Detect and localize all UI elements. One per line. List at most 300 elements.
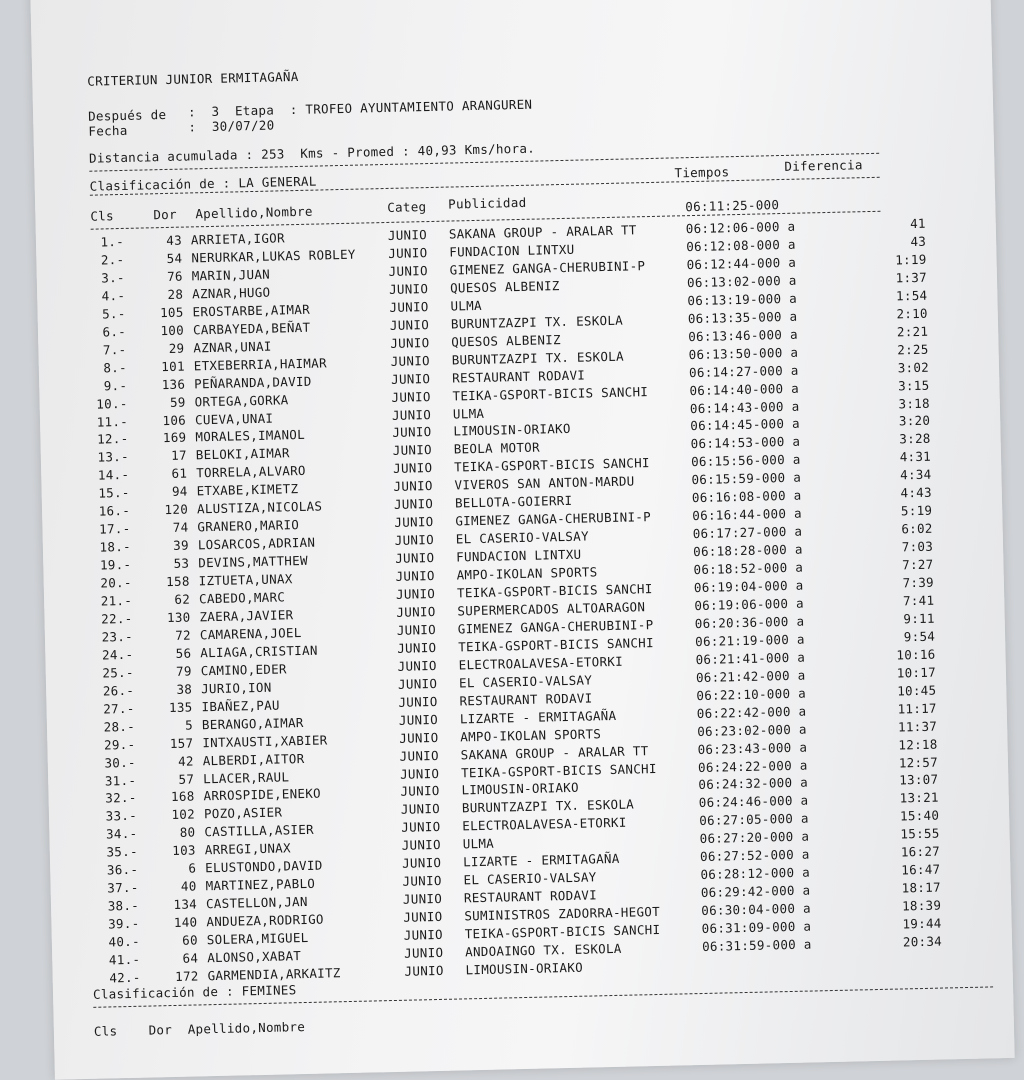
cell-position: 40.-: [108, 933, 141, 950]
col-dor: Dor: [153, 206, 178, 223]
col-tiempos: Tiempos: [674, 164, 730, 181]
cell-time: 06:21:41-000 a: [695, 649, 806, 667]
cell-difference: 20:34: [902, 933, 943, 950]
cell-time: 06:14:45-000 a: [690, 416, 800, 434]
cell-position: 33.-: [105, 808, 138, 824]
cell-dorsal: 60: [182, 932, 198, 948]
cell-position: 28.-: [103, 718, 136, 735]
cell-dorsal: 76: [166, 268, 183, 284]
cell-difference: 13:07: [899, 772, 939, 788]
cell-difference: 7:41: [902, 592, 935, 609]
cell-rider-name: JURIO,ION: [200, 679, 272, 697]
cell-dorsal: 80: [179, 824, 196, 841]
cell-time: 06:23:02-000 a: [697, 721, 807, 739]
cell-time: 06:22:10-000 a: [696, 685, 807, 703]
classification-femines: Clasificación de : FEMINES: [92, 982, 297, 1002]
cell-difference: 2:21: [896, 323, 929, 340]
cell-dorsal: 56: [175, 645, 192, 661]
cell-rider-name: GARMENDIA,ARKAITZ: [207, 965, 341, 984]
leader-time: 06:11:25-000: [685, 197, 780, 215]
cell-team: ULMA: [452, 405, 485, 422]
cell-position: 27.-: [103, 700, 135, 717]
cell-dorsal: 102: [171, 806, 196, 823]
cell-rider-name: ALUSTIZA,NICOLAS: [196, 498, 323, 517]
cell-category: JUNIO: [387, 227, 428, 243]
cell-position: 8.-: [103, 359, 127, 376]
cell-time: 06:24:22-000 a: [697, 757, 808, 775]
cell-dorsal: 28: [167, 286, 184, 302]
cell-dorsal: 120: [164, 501, 189, 518]
cell-position: 24.-: [101, 646, 134, 663]
cell-category: JUNIO: [401, 837, 442, 854]
classification-general: Clasificación de : LA GENERAL: [89, 173, 317, 194]
cell-position: 35.-: [106, 844, 138, 860]
cell-difference: 9:11: [903, 610, 935, 627]
cell-dorsal: 64: [182, 950, 199, 966]
cell-team: SUMINISTROS ZADORRA-HEGOT: [464, 904, 661, 924]
cell-team: RESTAURANT RODAVI: [451, 367, 586, 386]
cell-dorsal: 168: [170, 788, 195, 805]
cell-dorsal: 17: [171, 447, 187, 464]
col-publicidad: Publicidad: [448, 194, 527, 212]
cell-rider-name: ALIAGA,CRISTIAN: [200, 642, 318, 661]
cell-dorsal: 74: [172, 519, 189, 536]
cell-dorsal: 53: [173, 555, 190, 571]
cell-dorsal: 62: [174, 591, 191, 607]
cell-team: EL CASERIO-VALSAY: [458, 672, 593, 691]
cell-team: BURUNTZAZPI TX. ESKOLA: [461, 796, 635, 816]
despues-label: Después de: [87, 106, 167, 124]
cell-category: JUNIO: [393, 478, 433, 495]
cell-category: JUNIO: [393, 496, 434, 513]
col-diferencia: Diferencia: [784, 157, 863, 174]
cell-category: JUNIO: [403, 926, 444, 943]
cell-time: 06:28:12-000 a: [700, 864, 811, 883]
cell-time: 06:14:43-000 a: [689, 398, 800, 416]
cell-dorsal: 5: [184, 717, 194, 733]
cell-position: 26.-: [102, 682, 135, 699]
cell-time: 06:30:04-000 a: [701, 900, 811, 919]
cell-time: 06:21:19-000 a: [695, 631, 805, 649]
stage-line: : 3 Etapa : TROFEO AYUNTAMIENTO ARANGUREN: [187, 96, 533, 120]
cell-position: 37.-: [107, 879, 139, 896]
cell-rider-name: MARIN,JUAN: [191, 266, 271, 284]
cell-position: 32.-: [105, 790, 137, 806]
cell-time: 06:27:05-000 a: [699, 810, 809, 829]
cell-time: 06:13:02-000 a: [686, 272, 797, 291]
cell-rider-name: ETXABE,KIMETZ: [196, 481, 299, 499]
cell-team: ULMA: [450, 297, 482, 314]
cell-position: 5.-: [101, 305, 126, 322]
cell-team: SAKANA GROUP - ARALAR TT: [460, 742, 649, 762]
cell-rider-name: CASTELLON,JAN: [205, 894, 308, 912]
cell-time: 06:16:44-000 a: [692, 505, 803, 524]
cell-dorsal: 94: [171, 483, 188, 500]
cell-position: 41.-: [108, 951, 141, 968]
cell-rider-name: PEÑARANDA,DAVID: [194, 373, 312, 391]
cell-team: LIMOUSIN-ORIAKO: [453, 421, 571, 439]
cell-team: TEIKA-GSPORT-BICIS SANCHI: [458, 634, 654, 655]
cell-difference: 11:17: [897, 700, 937, 717]
cell-team: TEIKA-GSPORT-BICIS SANCHI: [456, 581, 653, 601]
cell-position: 21.-: [100, 592, 133, 609]
cell-team: LIZARTE - ERMITAGAÑA: [459, 707, 617, 727]
cell-rider-name: ETXEBERRIA,HAIMAR: [193, 355, 327, 374]
cell-rider-name: DEVINS,MATTHEW: [198, 552, 308, 571]
cell-rider-name: INTXAUSTI,XABIER: [202, 732, 328, 750]
cell-team: QUESOS ALBENIZ: [449, 277, 560, 296]
cell-difference: 18:39: [901, 897, 942, 914]
cell-difference: 3:18: [898, 395, 930, 411]
cell-dorsal: 42: [177, 753, 194, 769]
cell-dorsal: 103: [172, 842, 196, 859]
cell-team: ELECTROALAVESA-ETORKI: [458, 653, 624, 673]
cell-difference: 4:43: [900, 484, 933, 501]
cell-difference: 19:44: [902, 915, 942, 932]
cell-position: 7.-: [102, 341, 127, 358]
cell-rider-name: CUEVA,UNAI: [194, 410, 274, 427]
cell-time: 06:13:46-000 a: [688, 326, 798, 344]
cell-rider-name: SOLERA,MIGUEL: [206, 929, 309, 948]
cell-category: JUNIO: [395, 585, 436, 602]
cell-difference: 1:19: [895, 251, 927, 268]
cell-category: JUNIO: [399, 747, 439, 764]
cell-position: 36.-: [106, 862, 139, 878]
cell-team: EL CASERIO-VALSAY: [455, 528, 589, 547]
cell-position: 3.-: [101, 269, 125, 286]
cell-time: 06:18:28-000 a: [692, 541, 803, 560]
cell-category: JUNIO: [400, 801, 441, 818]
cell-team: VIVEROS SAN ANTON-MARDU: [454, 473, 635, 493]
cell-difference: 7:27: [902, 556, 934, 573]
cell-rider-name: BELOKI,AIMAR: [195, 445, 290, 463]
cell-position: 19.-: [99, 556, 132, 573]
cell-dorsal: 6: [188, 860, 197, 876]
cell-category: JUNIO: [402, 873, 442, 889]
cell-category: JUNIO: [395, 550, 435, 566]
cell-rider-name: CASTILLA,ASIER: [204, 822, 315, 840]
cell-difference: 4:31: [899, 449, 932, 465]
cell-rider-name: ORTEGA,GORKA: [194, 391, 289, 409]
cell-dorsal: 172: [174, 968, 199, 984]
cell-position: 1.-: [100, 233, 125, 250]
fecha-value: : 30/07/20: [188, 117, 275, 135]
cell-team: TEIKA-GSPORT-BICIS SANCHI: [460, 760, 657, 780]
cell-team: LIMOUSIN-ORIAKO: [461, 780, 580, 798]
cell-time: 06:14:53-000 a: [690, 434, 801, 452]
cell-position: 4.-: [101, 287, 126, 304]
cell-time: 06:14:27-000 a: [688, 362, 799, 380]
cell-dorsal: 38: [176, 681, 193, 697]
cell-difference: 7:03: [901, 538, 934, 555]
cell-difference: 3:02: [897, 359, 930, 376]
cell-time: 06:19:04-000 a: [693, 577, 804, 596]
cell-category: JUNIO: [392, 424, 432, 441]
cell-time: 06:20:36-000 a: [694, 613, 805, 631]
col-name: Apellido,Nombre: [195, 203, 313, 222]
cell-rider-name: ARREGI,UNAX: [204, 840, 292, 858]
cell-category: JUNIO: [392, 442, 433, 459]
cell-team: AMPO-IKOLAN SPORTS: [460, 725, 602, 745]
cell-category: JUNIO: [391, 406, 432, 423]
cell-difference: 3:20: [898, 413, 931, 429]
cell-dorsal: 101: [161, 358, 185, 374]
cell-rider-name: CAMARENA,JOEL: [199, 624, 302, 643]
cell-category: JUNIO: [394, 532, 435, 549]
cell-time: 06:29:42-000 a: [700, 882, 811, 901]
cell-difference: 16:27: [900, 843, 941, 860]
cell-difference: 16:47: [901, 861, 941, 878]
cell-difference: 13:21: [899, 789, 939, 806]
cell-category: JUNIO: [397, 657, 437, 674]
cell-position: 2.-: [100, 251, 125, 268]
cell-rider-name: NERURKAR,LUKAS ROBLEY: [191, 246, 356, 266]
cell-position: 17.-: [98, 521, 131, 537]
cell-category: JUNIO: [397, 675, 438, 692]
cell-rider-name: TORRELA,ALVARO: [196, 463, 306, 481]
cell-time: 06:31:59-000 a: [701, 936, 812, 954]
cell-rider-name: AZNAR,UNAI: [193, 338, 272, 356]
cell-dorsal: 54: [166, 250, 183, 266]
cell-position: 20.-: [100, 574, 132, 591]
cell-dorsal: 100: [160, 322, 185, 338]
cell-team: BURUNTZAZPI TX. ESKOLA: [450, 312, 624, 332]
cell-dorsal: 130: [166, 609, 191, 625]
cell-time: 06:16:08-000 a: [691, 487, 802, 506]
cell-position: 9.-: [103, 377, 128, 394]
cell-category: JUNIO: [400, 783, 440, 800]
cell-rider-name: IZTUETA,UNAX: [198, 571, 293, 589]
cell-team: LIZARTE - ERMITAGAÑA: [462, 851, 620, 870]
cell-team: EL CASERIO-VALSAY: [463, 869, 597, 888]
cell-position: 15.-: [98, 485, 130, 501]
cell-category: JUNIO: [401, 855, 442, 872]
cell-difference: 12:57: [898, 754, 939, 770]
cell-team: GIMENEZ GANGA-CHERUBINI-P: [457, 616, 654, 637]
cell-rider-name: EROSTARBE,AIMAR: [192, 301, 311, 320]
cell-position: 39.-: [107, 915, 140, 932]
cell-time: 06:21:42-000 a: [695, 667, 806, 685]
cell-position: 38.-: [107, 897, 140, 914]
distance-line: Distancia acumulada : 253 Kms - Promed : 40,93 Kms/hora.: [88, 140, 536, 166]
cell-rider-name: CAMINO,EDER: [200, 661, 287, 679]
cell-dorsal: 136: [161, 376, 186, 392]
cell-category: JUNIO: [393, 460, 433, 477]
cell-rider-name: ELUSTONDO,DAVID: [205, 857, 323, 876]
cell-difference: 15:55: [900, 825, 940, 842]
cell-difference: 7:39: [902, 574, 935, 591]
cell-dorsal: 134: [173, 896, 198, 913]
cell-difference: 9:54: [903, 628, 936, 645]
cell-position: 25.-: [102, 664, 134, 681]
cell-category: JUNIO: [401, 819, 441, 836]
cell-dorsal: 59: [169, 394, 186, 410]
cell-team: RESTAURANT RODAVI: [463, 887, 598, 906]
cell-team: TEIKA-GSPORT-BICIS SANCHI: [452, 383, 649, 404]
cell-position: 18.-: [99, 538, 132, 555]
cell-rider-name: IBAÑEZ,PAU: [201, 697, 280, 714]
col-cls: Cls: [90, 208, 115, 224]
cell-time: 06:24:32-000 a: [698, 774, 809, 793]
cell-time: 06:23:43-000 a: [697, 739, 808, 757]
cell-difference: 10:16: [896, 646, 936, 663]
cell-position: 23.-: [101, 628, 134, 645]
cell-difference: 2:25: [897, 341, 929, 358]
cell-category: JUNIO: [399, 765, 440, 782]
cell-difference: 4:34: [899, 466, 932, 483]
cell-time: 06:12:44-000 a: [686, 254, 797, 273]
cell-dorsal: 57: [178, 770, 195, 787]
cell-dorsal: 72: [175, 627, 192, 643]
cell-dorsal: 105: [159, 304, 184, 320]
cell-time: 06:19:06-000 a: [694, 595, 805, 614]
cell-difference: 12:18: [898, 736, 938, 753]
cell-category: JUNIO: [391, 388, 431, 405]
cell-rider-name: POZO,ASIER: [203, 804, 283, 822]
cell-team: FUNDACION LINTXU: [456, 546, 582, 565]
cell-team: AMPO-IKOLAN SPORTS: [456, 564, 598, 583]
cell-category: JUNIO: [404, 944, 444, 961]
cell-team: BURUNTZAZPI TX. ESKOLA: [451, 348, 625, 368]
cell-time: 06:17:27-000 a: [692, 523, 803, 542]
cell-team: GIMENEZ GANGA-CHERUBINI-P: [455, 509, 652, 529]
femines-columns: Cls Dor Apellido,Nombre: [93, 1019, 306, 1039]
cell-rider-name: CABEDO,MARC: [198, 589, 286, 607]
cell-team: QUESOS ALBENIZ: [451, 331, 562, 350]
cell-dorsal: 106: [162, 412, 187, 428]
cell-time: 06:13:19-000 a: [687, 290, 798, 308]
cell-time: 06:27:52-000 a: [699, 846, 810, 865]
cell-team: RESTAURANT RODAVI: [459, 690, 593, 709]
cell-difference: 18:17: [901, 879, 941, 896]
cell-difference: 10:45: [897, 682, 937, 699]
cell-difference: 3:28: [899, 431, 931, 447]
cell-dorsal: 40: [180, 878, 197, 894]
cell-team: BEOLA MOTOR: [453, 439, 541, 457]
cell-rider-name: GRANERO,MARIO: [197, 517, 300, 535]
cell-time: 06:12:06-000 a: [685, 218, 796, 237]
cell-category: JUNIO: [390, 352, 431, 369]
cell-team: ELECTROALAVESA-ETORKI: [462, 815, 627, 834]
cell-time: 06:15:59-000 a: [691, 469, 802, 488]
cell-position: 34.-: [105, 826, 138, 842]
cell-rider-name: ARRIETA,IGOR: [190, 230, 286, 248]
cell-category: JUNIO: [396, 603, 436, 620]
cell-difference: 43: [910, 233, 927, 250]
cell-difference: 10:17: [896, 664, 937, 681]
cell-rider-name: ZAERA,JAVIER: [199, 607, 294, 625]
cell-team: SAKANA GROUP - ARALAR TT: [448, 222, 637, 242]
cell-dorsal: 157: [169, 735, 194, 751]
cell-time: 06:27:20-000 a: [699, 828, 810, 847]
cell-category: JUNIO: [404, 962, 444, 979]
cell-dorsal: 158: [166, 573, 190, 590]
cell-difference: 15:40: [899, 807, 940, 824]
cell-time: 06:18:52-000 a: [693, 559, 804, 578]
cell-time: 06:13:35-000 a: [687, 308, 798, 326]
cell-category: JUNIO: [388, 280, 429, 297]
cell-position: 31.-: [104, 772, 137, 789]
cell-team: TEIKA-GSPORT-BICIS SANCHI: [464, 921, 661, 942]
cell-difference: 1:54: [895, 287, 928, 304]
cell-time: 06:15:56-000 a: [690, 451, 801, 470]
cell-position: 42.-: [109, 969, 141, 986]
race-title: CRITERIUN JUNIOR ERMITAGAÑA: [87, 68, 299, 89]
cell-team: BELLOTA-GOIERRI: [454, 493, 573, 511]
cell-rider-name: ALONSO,XABAT: [207, 948, 302, 966]
cell-team: SUPERMERCADOS ALTOARAGON: [457, 599, 646, 619]
cell-time: 06:22:42-000 a: [696, 703, 807, 721]
cell-difference: 6:02: [901, 520, 933, 537]
cell-rider-name: MORALES,IMANOL: [195, 427, 306, 445]
cell-position: 29.-: [103, 736, 136, 753]
cell-category: JUNIO: [390, 370, 431, 387]
cell-time: 06:14:40-000 a: [689, 380, 800, 398]
cell-time: 06:24:46-000 a: [698, 792, 809, 811]
cell-rider-name: ANDUEZA,RODRIGO: [206, 911, 324, 930]
cell-dorsal: 79: [175, 663, 192, 679]
cell-difference: 2:10: [896, 305, 928, 322]
cell-category: JUNIO: [399, 729, 439, 746]
cell-rider-name: AZNAR,HUGO: [191, 284, 271, 302]
cell-position: 14.-: [97, 467, 130, 483]
fecha-label: Fecha: [88, 122, 128, 139]
cell-category: JUNIO: [388, 262, 429, 279]
cell-position: 11.-: [96, 413, 129, 430]
cell-time: 06:13:50-000 a: [688, 344, 799, 362]
cell-rider-name: BERANGO,AIMAR: [201, 714, 304, 732]
cell-dorsal: 29: [168, 340, 185, 356]
cell-position: 12.-: [96, 431, 129, 448]
cell-rider-name: MARTINEZ,PABLO: [205, 875, 316, 894]
cell-dorsal: 61: [171, 465, 188, 482]
cell-category: JUNIO: [389, 298, 429, 315]
cell-difference: 1:37: [895, 269, 928, 286]
col-categ: Categ: [387, 199, 427, 215]
cell-team: FUNDACION LINTXU: [449, 241, 575, 260]
cell-position: 30.-: [104, 754, 136, 771]
cell-difference: 11:37: [897, 718, 938, 735]
cell-rider-name: CARBAYEDA,BEÑAT: [192, 319, 311, 338]
cell-time: 06:31:09-000 a: [701, 918, 812, 937]
cell-rider-name: LLACER,RAUL: [202, 768, 290, 786]
cell-rider-name: ALBERDI,AITOR: [202, 750, 305, 768]
cell-team: TEIKA-GSPORT-BICIS SANCHI: [453, 455, 650, 475]
cell-rider-name: LOSARCOS,ADRIAN: [197, 534, 316, 553]
cell-dorsal: 169: [162, 430, 187, 446]
cell-dorsal: 39: [173, 537, 190, 554]
cell-category: JUNIO: [403, 908, 443, 925]
cell-category: JUNIO: [402, 891, 443, 907]
cell-position: 16.-: [98, 503, 131, 519]
cell-difference: 3:15: [897, 377, 930, 393]
cell-rider-name: ARROSPIDE,ENEKO: [203, 786, 322, 804]
cell-difference: 5:19: [900, 502, 933, 519]
cell-team: GIMENEZ GANGA-CHERUBINI-P: [449, 258, 646, 278]
cell-dorsal: 43: [166, 232, 183, 248]
cell-category: JUNIO: [390, 334, 430, 351]
cell-category: JUNIO: [396, 621, 437, 638]
cell-dorsal: 135: [168, 699, 193, 715]
cell-category: JUNIO: [398, 693, 438, 710]
cell-time: 06:12:08-000 a: [686, 236, 796, 255]
cell-category: JUNIO: [389, 316, 430, 333]
cell-difference: 41: [909, 215, 926, 232]
cell-team: LIMOUSIN-ORIAKO: [465, 959, 584, 978]
cell-position: 22.-: [101, 610, 133, 627]
cell-position: 13.-: [97, 449, 130, 465]
cell-position: 10.-: [96, 395, 128, 412]
